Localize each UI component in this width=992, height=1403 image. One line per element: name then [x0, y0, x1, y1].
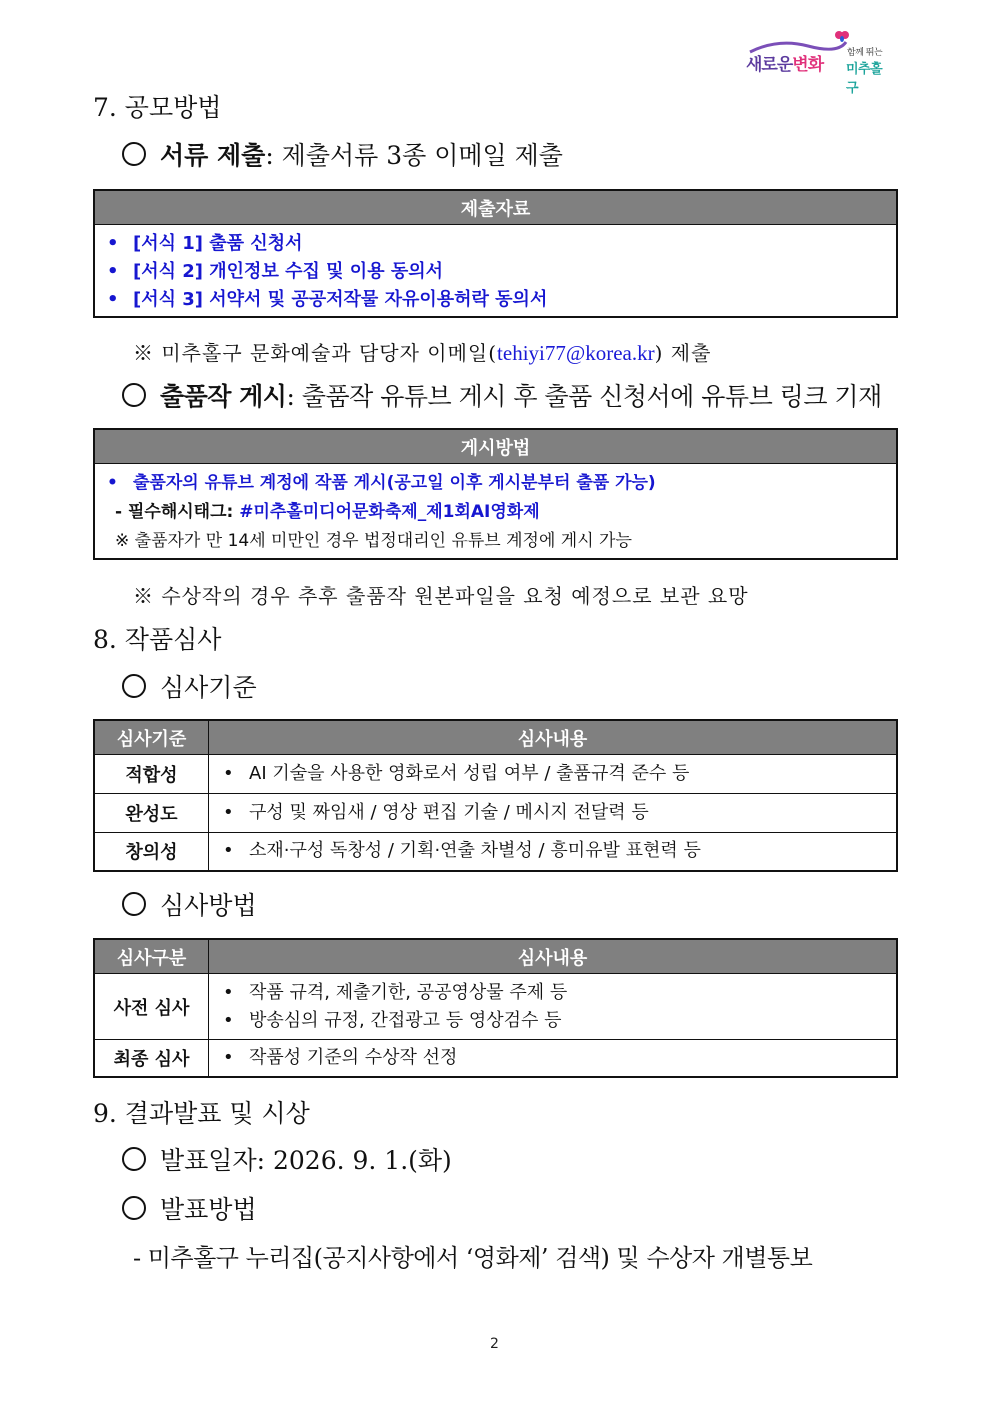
- announcement-method-heading: 발표방법: [122, 1190, 257, 1226]
- table-header: 제출자료: [94, 190, 897, 225]
- announcement-method-text: - 미추홀구 누리집(공지사항에서 ‘영화제’ 검색) 및 수상자 개별통보: [133, 1244, 813, 1272]
- column-header: 심사내용: [209, 939, 898, 974]
- age-note: ※ 출품자가 만 14세 미만인 경우 법정대리인 유튜브 계정에 게시 가능: [115, 531, 632, 551]
- bullet-icon: •: [107, 233, 119, 254]
- table-row: 사전 심사 • 작품 규격, 제출기한, 공공영상물 주제 등 • 방송심의 규정, 간접광고 등 영상검수 등: [94, 974, 897, 1040]
- method-heading: 심사방법: [122, 886, 257, 922]
- column-header: 심사구분: [94, 939, 209, 974]
- submission-item: 서류 제출: 제출서류 3종 이메일 제출: [122, 136, 563, 172]
- list-item: • [서식 2] 개인정보 수집 및 이용 동의서: [107, 258, 896, 286]
- page-number: 2: [490, 1336, 499, 1352]
- table-row: 최종 심사 • 작품성 기준의 수상작 선정: [94, 1040, 897, 1077]
- posting-method-table: [93, 428, 898, 560]
- circle-bullet-icon: [122, 1147, 146, 1171]
- criteria-table: [93, 719, 898, 872]
- logo-subtitle: 함께 뛰는: [847, 48, 883, 58]
- logo-slogan: 새로운변화: [746, 55, 824, 75]
- logo-district-name: 미추홀구: [846, 62, 883, 96]
- circle-bullet-icon: [122, 674, 146, 698]
- butterfly-icon: [834, 30, 850, 44]
- circle-bullet-icon: [122, 383, 146, 407]
- bullet-icon: •: [107, 261, 119, 282]
- documents-list: [94, 225, 897, 318]
- posting-method-content: [94, 464, 897, 560]
- column-header: 심사기준: [94, 720, 209, 755]
- announcement-date: 발표일자: 2026. 9. 1.(화): [122, 1141, 452, 1177]
- table-row: 창의성 • 소재·구성 독창성 / 기획·연출 차별성 / 흥미유발 표현력 등: [94, 833, 897, 871]
- table-row: 완성도 • 구성 및 짜임새 / 영상 편집 기술 / 메시지 전달력 등: [94, 794, 897, 833]
- circle-bullet-icon: [122, 142, 146, 166]
- award-file-note: ※ 수상작의 경우 추후 출품작 원본파일을 요청 예정으로 보관 요망: [133, 584, 749, 608]
- email-note: ※ 미추홀구 문화예술과 담당자 이메일(tehiyi77@korea.kr) 제출: [133, 341, 712, 365]
- submission-documents-table: [93, 189, 898, 318]
- required-hashtag: #미추홀미디어문화축제_제1회AI영화제: [239, 502, 540, 522]
- section-7-title: 7. 공모방법: [93, 93, 222, 122]
- bullet-icon: •: [107, 289, 119, 310]
- list-item: • [서식 1] 출품 신청서: [107, 230, 896, 258]
- hashtag-row: - 필수해시태그: #미추홀미디어문화축제_제1회AI영화제: [115, 502, 540, 522]
- email-link[interactable]: tehiyi77@korea.kr: [497, 341, 655, 365]
- review-method-table: [93, 938, 898, 1078]
- list-item: • 출품자의 유튜브 계정에 작품 게시(공고일 이후 게시분부터 출품 가능): [107, 469, 896, 498]
- circle-bullet-icon: [122, 1196, 146, 1220]
- table-header: 게시방법: [94, 429, 897, 464]
- section-9-title: 9. 결과발표 및 시상: [93, 1099, 310, 1128]
- circle-bullet-icon: [122, 892, 146, 916]
- table-row: 적합성 • AI 기술을 사용한 영화로서 성립 여부 / 출품규격 준수 등: [94, 755, 897, 794]
- criteria-heading: 심사기준: [122, 668, 257, 704]
- section-8-title: 8. 작품심사: [93, 625, 222, 654]
- bullet-icon: •: [107, 473, 118, 493]
- column-header: 심사내용: [209, 720, 898, 755]
- district-logo: [742, 28, 892, 96]
- posting-item: 출품작 게시: 출품작 유튜브 게시 후 출품 신청서에 유튜브 링크 기재: [122, 377, 882, 413]
- list-item: • [서식 3] 서약서 및 공공저작물 자유이용허락 동의서: [107, 286, 896, 314]
